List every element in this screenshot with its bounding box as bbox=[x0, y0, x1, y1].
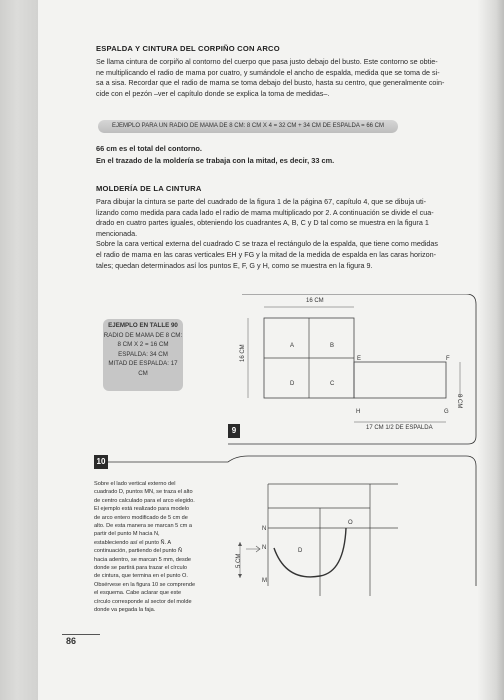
fig10-left-label: 5 CM bbox=[236, 553, 242, 568]
text-line: donde se partirá para trazar el círculo bbox=[94, 565, 187, 572]
result-line-half: En el trazado de la moldería se trabaja con la mitad, es decir, 33 cm. bbox=[96, 156, 335, 165]
text-line: de cintura, que termina en el punto O. bbox=[94, 573, 188, 580]
paragraph-molderia bbox=[96, 197, 496, 271]
text-line: Sobre la cara vertical externa del cuadrado C se traza el rectángulo de la espalda, que tiene como medidas bbox=[96, 239, 439, 249]
point-e: E bbox=[357, 356, 362, 362]
fig10-point-n-top: N bbox=[262, 526, 267, 532]
fig10-point-m: M bbox=[262, 578, 267, 584]
example-box-line: RADIO DE MAMA DE 8 CM: bbox=[103, 331, 183, 339]
text-line: Sobre el lado vertical externo del bbox=[94, 481, 176, 487]
point-f: F bbox=[446, 356, 450, 362]
fig9-top-label: 16 CM bbox=[306, 298, 324, 304]
page-number-rule bbox=[62, 634, 100, 635]
text-line: cuadrado D, puntos MN, se traza el alto bbox=[94, 489, 193, 496]
text-line: ne multiplicando el radio de mama por cuatro, y sumándole el ancho de espalda, medida que se toma de si- bbox=[96, 67, 440, 77]
right-page-edge bbox=[478, 0, 504, 700]
result-line-total: 66 cm es el total del contorno. bbox=[96, 144, 202, 153]
text-line: hacia adentro, se marcan 5 mm, desde bbox=[94, 556, 192, 563]
quadrant-a: A bbox=[290, 343, 295, 349]
example-box-line: MITAD DE ESPALDA: 17 CM bbox=[108, 360, 178, 377]
example-box-title: EJEMPLO EN TALLE 90 bbox=[108, 322, 178, 329]
page-number: 86 bbox=[66, 636, 77, 646]
figure-9-frame bbox=[228, 294, 476, 444]
example-pill: EJEMPLO PARA UN RADIO DE MAMA DE 8 CM: 8 CM X 4 = 32 CM + 34 CM DE ESPALDA = 66 CM bbox=[98, 120, 398, 133]
figure-10-number: 10 bbox=[94, 455, 108, 469]
back-rectangle bbox=[354, 362, 446, 398]
text-line: de arco entero modificado de 5 cm de bbox=[94, 514, 188, 521]
text-line: donde va pegada la faja. bbox=[94, 607, 156, 614]
point-g: G bbox=[444, 409, 449, 415]
text-line: sa a sisa. Recordar que el radio de mama se toma debajo del busto, hasta su centro, que generalmente coin- bbox=[96, 78, 445, 88]
heading-molderia-cintura: MOLDERÍA DE LA CINTURA bbox=[96, 184, 202, 193]
point-h: H bbox=[356, 409, 361, 415]
quadrant-b: B bbox=[330, 343, 335, 349]
paragraph-figure-10 bbox=[94, 480, 224, 615]
fig10-point-arrow bbox=[246, 546, 260, 552]
fig9-right-label: 8 CM bbox=[456, 394, 462, 409]
example-box-line: ESPALDA: 34 CM bbox=[118, 350, 168, 358]
text-line: círculo corresponde al sector del molde bbox=[94, 598, 192, 605]
text-line: El ejemplo está realizado para modelo bbox=[94, 506, 190, 513]
text-line: el radio de mama en las caras verticales EH y FG y la mitad de la medida de espalda en las caras horizon- bbox=[96, 249, 436, 259]
text-line: Obsérvese en la figura 10 se comprende bbox=[94, 581, 196, 588]
left-page-shadow bbox=[0, 0, 38, 700]
fig10-point-n-mid: N bbox=[262, 545, 267, 551]
text-line: estableciendo así el punto Ñ. A bbox=[94, 539, 172, 546]
quadrant-d: D bbox=[290, 381, 295, 387]
text-line: drado en cuatro partes iguales, obteniendo los cuadrantes A, B, C y D tal como se muestra en la figura 1 bbox=[96, 218, 429, 228]
text-line: de centro calculado para el arco elegido. bbox=[94, 497, 195, 504]
fig9-bottom-label: 17 CM 1/2 DE ESPALDA bbox=[366, 425, 433, 431]
text-line: alto. De esta manera se marcan 5 cm a bbox=[94, 523, 192, 530]
fig10-point-d: D bbox=[298, 548, 303, 554]
text-line: partir del punto M hacia N, bbox=[94, 531, 160, 538]
fig9-left-label: 16 CM bbox=[240, 344, 246, 362]
text-line: mencionada. bbox=[96, 228, 138, 238]
text-line: lizando como medida para cada lado el radio de mama multiplicado por 2. A continuación se divide el cua- bbox=[96, 207, 434, 217]
figure-9-number: 9 bbox=[228, 424, 240, 438]
figure-9-diagram bbox=[228, 294, 478, 446]
quadrant-c: C bbox=[330, 381, 335, 387]
fig10-point-o: O bbox=[348, 520, 353, 526]
paragraph-intro bbox=[96, 57, 496, 99]
text-line: cide con el pezón –ver el capítulo donde se explica la toma de medidas–. bbox=[96, 88, 330, 98]
heading-espalda-cintura: ESPALDA Y CINTURA DEL CORPIÑO CON ARCO bbox=[96, 44, 280, 53]
example-box-line: 8 CM X 2 = 16 CM bbox=[117, 341, 169, 349]
example-size-box bbox=[103, 319, 183, 391]
text-line: Se llama cintura de corpiño al contorno del cuerpo que pasa justo debajo del busto. Este contorno se obtie- bbox=[96, 57, 438, 66]
text-line: continuación, partiendo del punto Ñ bbox=[94, 548, 183, 555]
text-line: el esquema. Cabe aclarar que este bbox=[94, 590, 182, 597]
text-line: Para dibujar la cintura se parte del cuadrado de la figura 1 de la página 67, capítulo 4, que se dibuja uti- bbox=[96, 197, 427, 206]
waist-arc bbox=[274, 528, 346, 577]
text-line: tales; quedan determinados así los puntos E, F, G y H, como se muestra en la figura 9. bbox=[96, 260, 373, 270]
